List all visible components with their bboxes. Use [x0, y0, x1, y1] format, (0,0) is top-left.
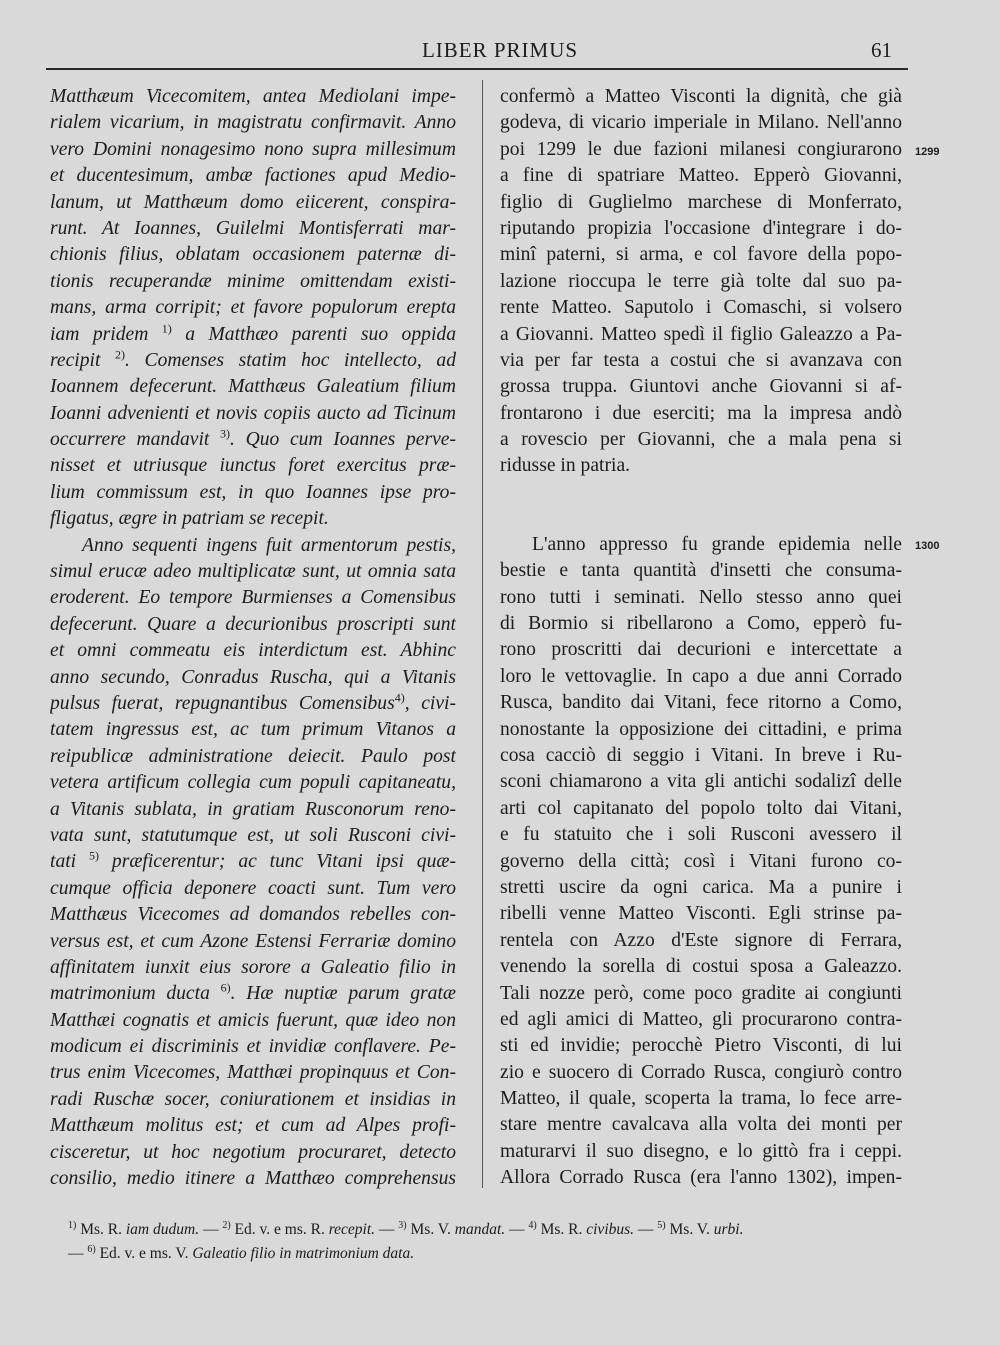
text-line: lanum, ut Matthæum domo eiicerent, conspira- — [50, 191, 456, 213]
text-line: a Giovanni. Matteo spedì il figlio Galeazzo a Pa- — [500, 323, 902, 345]
text-line: Rusca, bandito dai Vitani, fece ritorno a Como, — [500, 692, 902, 714]
column-divider — [482, 80, 483, 1188]
footnote-variant: mandat. — [454, 1221, 506, 1239]
footnote-mark: 4) — [528, 1220, 537, 1231]
text-segment: iam pridem — [50, 323, 149, 345]
text-segment: . Quo cum Ioannes perve- — [230, 429, 456, 451]
text-line: Matthæi cognatis et amicis fuerunt, quæ ideo non — [50, 1009, 456, 1031]
text-segment: occurrere mandavit — [50, 429, 210, 451]
text-line: loro le vettovaglie. In capo a due anni Corrado — [500, 665, 902, 687]
text-line: grossa truppa. Giuntovi anche Giovanni si af- — [500, 376, 902, 398]
text-line: venendo la sorella di costui sposa a Galeazzo. — [500, 956, 902, 978]
text-line: Matteo, il quale, scoperta la trama, lo fece arre- — [500, 1088, 902, 1110]
text-line: cosa cacciò di seggio i Vitani. In breve i Ru- — [500, 744, 902, 766]
footnote-dash: — — [68, 1245, 84, 1263]
text-line: ridusse in patria. — [500, 455, 631, 477]
footnote-variant: recepit. — [328, 1221, 376, 1239]
footnote-mark: 1) — [68, 1220, 77, 1231]
text-line: vata sunt, statutumque est, ut soli Rusconi civi- — [50, 824, 456, 846]
footnote-source: Ms. R. — [540, 1221, 583, 1239]
text-line: nonostante la opposizione dei cittadini, e prima — [500, 718, 902, 740]
text-line: ribelli venne Matteo Visconti. Egli strinse pa- — [500, 903, 902, 925]
footnote-ref: 6) — [220, 981, 231, 995]
text-line: versus est, et cum Azone Estensi Ferrariæ domino — [50, 930, 456, 952]
text-line: reipublicæ administratione deiecit. Paulo post — [50, 745, 456, 767]
text-line: rialem vicarium, in magistratu confirmavit. Anno — [50, 112, 456, 134]
text-line: Matthæum Vicecomitem, antea Mediolani impe- — [50, 86, 456, 107]
text-line: mans, arma corripit; et favore populorum erepta — [50, 297, 456, 319]
text-line: et omni commeatu eis interdictum est. Abhinc — [50, 640, 456, 662]
text-line: Ioannem defecerunt. Matthæus Galeatium filium — [50, 376, 456, 398]
text-line: ed agli amici di Matteo, gli procurarono contra- — [500, 1008, 902, 1030]
text-segment: tati — [50, 851, 77, 873]
text-segment: præficerentur; ac tunc Vitani ipsi quæ- — [111, 851, 456, 873]
margin-year-1299: 1299 — [915, 146, 940, 158]
footnote-ref: 2) — [115, 347, 126, 362]
footnote-line — [68, 1238, 914, 1262]
text-segment: matrimonium ducta — [50, 983, 210, 1005]
text-line: Allora Corrado Rusca (era l'anno 1302), impen- — [500, 1167, 902, 1189]
text-line: frontarono i due eserciti; ma la impresa andò — [500, 402, 902, 424]
text-line: rentela con Azzo d'Este signore di Ferrara, — [500, 929, 902, 951]
text-segment: a Matthæo parenti suo oppida — [185, 323, 456, 345]
text-line: simul erucæ adeo multiplicatæ sunt, ut omnia sata — [50, 561, 456, 583]
text-line — [50, 849, 456, 875]
text-line: tatem ingressus est, ac tum primum Vitanos a — [50, 719, 456, 741]
text-line — [50, 322, 456, 348]
footnote-line — [68, 1214, 914, 1238]
footnote-dash: — — [509, 1221, 525, 1239]
footnote-mark: 2) — [222, 1220, 231, 1231]
running-title: LIBER PRIMUS — [421, 38, 579, 62]
footnote-variant: iam dudum. — [125, 1221, 200, 1239]
italian-column — [500, 84, 902, 1192]
header-rule — [46, 68, 908, 70]
paragraph-gap — [500, 480, 902, 532]
text-segment: . Comenses statim hoc intellecto, ad — [125, 349, 456, 371]
text-line: fligatus, ægre in patriam se recepit. — [50, 508, 329, 530]
footnote-variant: Galeatio filio in matrimonium data. — [192, 1245, 415, 1263]
footnote-ref: 3) — [220, 427, 231, 441]
text-line: Matthæus Vicecomes ad domandos rebelles con- — [50, 904, 456, 926]
footnote-source: Ms. V. — [410, 1221, 451, 1239]
text-line: e fu statuito che i soli Rusconi avessero il — [500, 824, 902, 846]
footnote-ref: 1) — [161, 321, 172, 335]
text-line: via per far testa a costui che si avanzava con — [500, 349, 902, 371]
footnote-variant: civibus. — [586, 1221, 635, 1239]
footnote-ref: 5) — [89, 849, 100, 863]
text-line: poi 1299 le due fazioni milanesi congiurarono — [500, 138, 902, 160]
text-line: zio e suocero di Corrado Rusca, congiurò contro — [500, 1061, 902, 1083]
text-line: arti col capitanato del popolo tolto dai Vitani, — [500, 797, 902, 819]
text-line: rono tutti i seminati. Nello stesso anno quei — [500, 586, 902, 608]
text-line: sconi chiamarono a vita gli antichi sodalizî delle — [500, 771, 902, 793]
text-line: bestie e tanta quantità d'insetti che consuma- — [500, 560, 902, 582]
text-line: governo della città; così i Vitani furono co- — [500, 850, 902, 872]
text-line: godeva, di vicario imperiale in Milano. Nell'anno — [500, 112, 902, 134]
text-line: stretti uscire da ogni carica. Ma a punire i — [500, 876, 902, 898]
text-line: sti ed invidie; perocchè Pietro Visconti, di lui — [500, 1035, 902, 1057]
text-line: cisceretur, ut hoc negotium procuraret, detecto — [50, 1141, 456, 1163]
text-line: modicum ei discriminis et invidiæ conflavere. Pe- — [50, 1036, 456, 1058]
footnote-dash: — — [637, 1221, 654, 1239]
footnote-source: Ed. v. e ms. R. — [234, 1221, 325, 1239]
latin-column — [50, 84, 456, 1192]
text-line: rente Matteo. Saputolo i Comaschi, si volsero — [500, 297, 902, 319]
text-line: Anno sequenti ingens fuit armentorum pestis, — [82, 534, 456, 556]
text-line: anno secundo, Conradus Ruscha, qui a Vitanis — [50, 666, 456, 688]
text-line: trus enim Vicecomes, Matthæi propinquus et Con- — [50, 1062, 456, 1084]
text-line: a Vitanis sublata, in gratiam Rusconorum reno- — [50, 798, 456, 820]
text-line: Matthæum molitus est; et cum ad Alpes profi- — [50, 1115, 456, 1137]
text-line — [50, 427, 456, 453]
footnote-mark: 6) — [87, 1244, 96, 1255]
text-line: minî paterni, si arma, e col favore della popo- — [500, 244, 902, 266]
text-line: vero Domini nonagesimo nono supra millesimum — [50, 138, 456, 160]
footnote-source: Ed. v. e ms. V. — [99, 1245, 189, 1263]
text-line: L'anno appresso fu grande epidemia nelle — [532, 533, 902, 555]
page-number: 61 — [871, 38, 892, 62]
text-line: lazione rioccupa le terre già tolte dal suo pa- — [500, 270, 902, 292]
text-line: rono proscritti dai decurioni e intercettate a — [500, 639, 902, 661]
text-line: confermò a Matteo Visconti la dignità, che già — [500, 86, 902, 107]
text-segment: . Hæ nuptiæ parum gratæ — [230, 983, 456, 1005]
text-line: stare mentre cavalcava alla volta dei monti per — [500, 1114, 902, 1136]
text-line: chionis filius, oblatam occasionem paternæ di- — [50, 244, 456, 266]
text-line: maturarvi il suo disegno, e lo gittò fra i ceppi. — [500, 1140, 902, 1162]
text-line: riputando propizia l'occasione d'integrare i do- — [500, 217, 902, 239]
text-line: et ducentesimum, ambæ factiones apud Medio- — [50, 165, 456, 187]
text-segment: pulsus fuerat, repugnantibus Comensibus — [50, 692, 395, 714]
text-line: eroderent. Eo tempore Burmienses a Comensibus — [50, 587, 456, 609]
footnote-mark: 3) — [398, 1220, 407, 1231]
footnote-mark: 5) — [657, 1220, 666, 1231]
footnote-source: Ms. R. — [80, 1221, 122, 1239]
text-segment: recipit — [50, 349, 101, 371]
text-line: runt. At Ioannes, Guilelmi Montisferrati mar- — [50, 217, 456, 239]
text-line: Tali nozze però, come poco gradite ai congiunti — [500, 982, 902, 1004]
text-line: defecerunt. Quare a decurionibus proscripti sunt — [50, 613, 456, 635]
footnotes — [68, 1214, 914, 1262]
text-line: cumque officia deponere coacti sunt. Tum vero — [50, 877, 456, 899]
text-line: lium commissum est, in quo Ioannes ipse pro- — [50, 481, 456, 503]
footnote-ref: 4) — [394, 690, 405, 705]
margin-year-1300: 1300 — [915, 540, 940, 552]
text-line: consilio, medio itinere a Matthæo comprehensus — [50, 1168, 456, 1190]
footnote-variant: urbi. — [713, 1221, 744, 1239]
text-line: vetera artificum collegia cum populi capitaneatu, — [50, 772, 456, 794]
text-line — [50, 348, 456, 374]
text-line: radi Ruschæ socer, coniurationem et insidias in — [50, 1088, 456, 1110]
text-line — [50, 981, 456, 1007]
text-line: Ioanni advenienti et novis copiis aucto ad Ticinum — [50, 402, 456, 424]
text-line: affinitatem iunxit eius sorore a Galeatio filio in — [50, 956, 456, 978]
footnote-dash: — — [378, 1221, 395, 1239]
text-line: a rovescio per Giovanni, che a mala pena si — [500, 429, 902, 451]
text-line: tionis recuperandæ minime omittendam existi- — [50, 270, 456, 292]
text-line: di Bormio si ribellarono a Como, epperò fu- — [500, 613, 902, 635]
text-line: figlio di Guglielmo marchese di Monferrato, — [500, 191, 902, 213]
footnote-dash: — — [202, 1221, 219, 1239]
text-line: a fine di spatriare Matteo. Epperò Giovanni, — [500, 165, 902, 187]
footnote-source: Ms. V. — [669, 1221, 710, 1239]
text-line — [50, 691, 456, 717]
text-line: nisset et utriusque iunctus foret exercitus præ- — [50, 455, 456, 477]
text-segment: , civi- — [404, 692, 456, 714]
